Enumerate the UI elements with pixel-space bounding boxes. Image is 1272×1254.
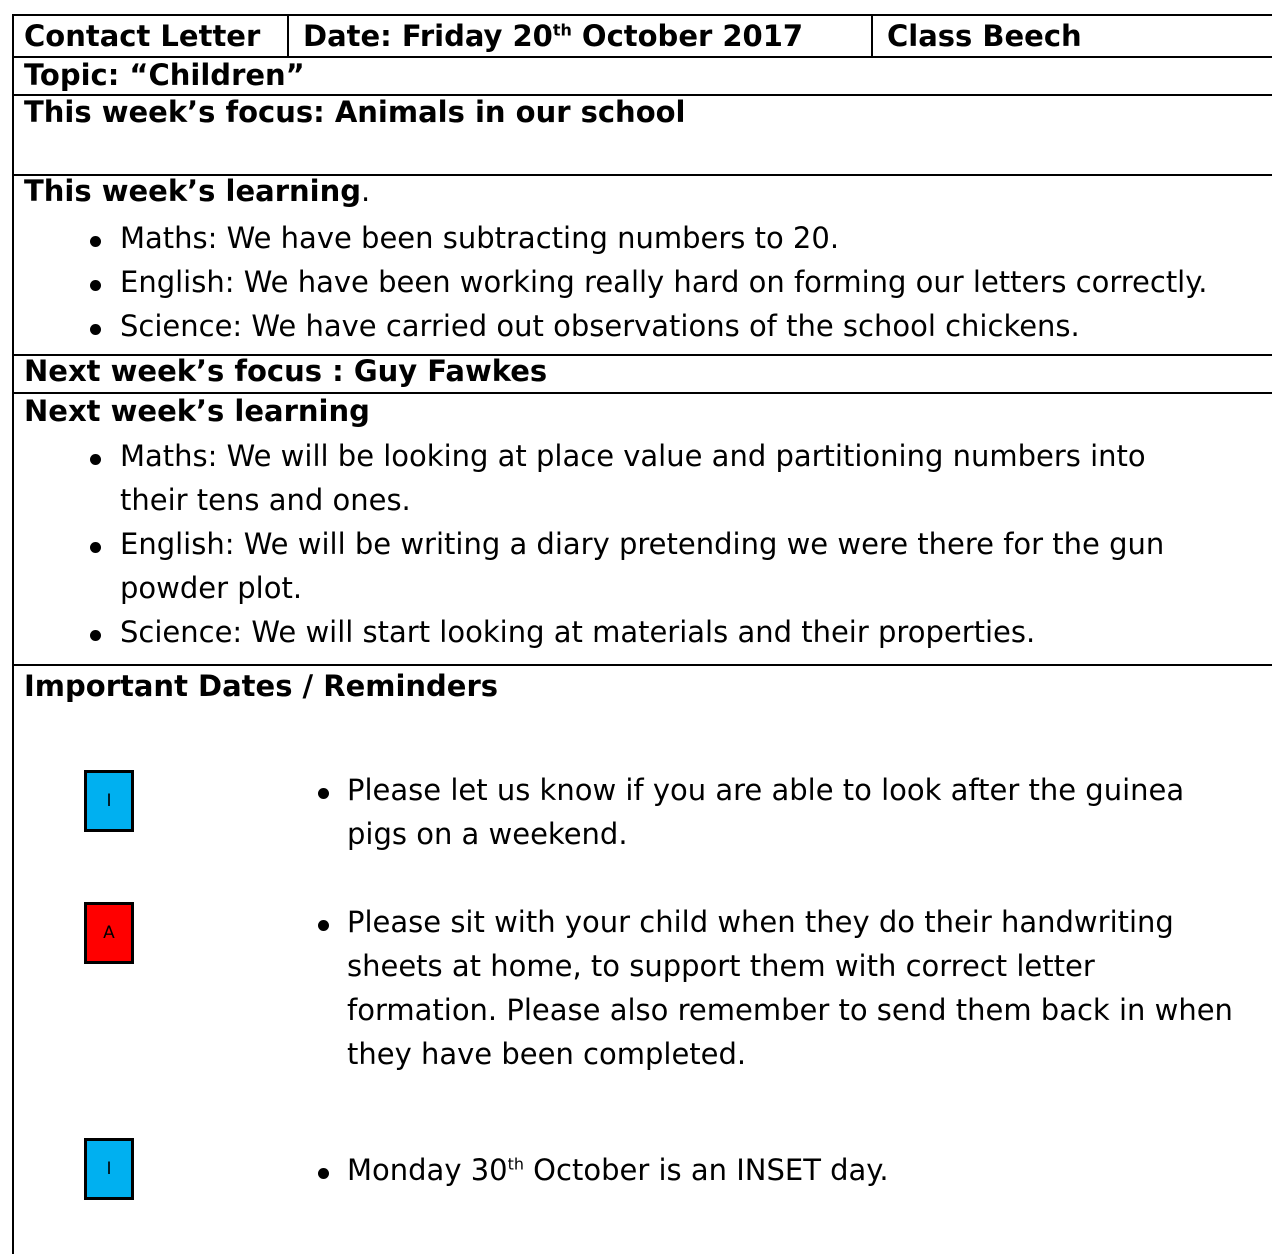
next-week-learning-heading: Next week’s learning	[24, 394, 370, 428]
date-prefix: Date: Friday 20	[303, 19, 553, 53]
this-week-focus-row	[14, 96, 1272, 176]
bullet-icon	[318, 1168, 329, 1179]
contact-letter	[12, 14, 1272, 1254]
reminders-row: Important Dates / Reminders I Please let us know if you are able to look after the guinea pigs on a weekend. A Please sit with your child when they do their handwriting sheets at home, to support them with correct letter formation. Please also remember to send them back in when they have been completed. I Monday 30th October is an INSET day.	[14, 666, 1272, 1254]
bullet-icon	[318, 920, 329, 931]
info-icon: I	[84, 770, 134, 832]
next-week-focus: Next week’s focus : Guy Fawkes	[24, 354, 548, 388]
next-week-focus-row	[14, 354, 1272, 394]
bullet-icon	[90, 454, 101, 465]
header-row	[14, 16, 1272, 58]
next-week-learning-row: Next week’s learning Maths: We will be looking at place value and partitioning numbers into their tens and ones. English: We will be writing a diary pretending we were there for the gun powder plot. Science: We will start looking at materials and their properties.	[14, 394, 1272, 666]
this-week-focus: This week’s focus: Animals in our school	[24, 95, 686, 129]
inset-day-text: Monday 30th October is an INSET day.	[347, 1153, 889, 1187]
topic-row	[14, 58, 1272, 96]
bullet-icon	[90, 280, 101, 291]
title-cell	[14, 16, 289, 56]
date-suffix: October 2017	[571, 19, 804, 53]
this-week-learning-row: This week’s learning. Maths: We have been subtracting numbers to 20. English: We have been working really hard on forming our letters correctly. Science: We have carried out observations of the school chickens.	[14, 174, 1272, 356]
topic: Topic: “Children”	[24, 58, 305, 92]
letter-date	[303, 16, 803, 56]
action-icon: A	[84, 902, 134, 964]
info-icon: I	[84, 1138, 134, 1200]
class-name: Class Beech	[887, 19, 1082, 53]
bullet-icon	[90, 236, 101, 247]
date-ordinal: th	[552, 20, 572, 40]
letter-title: Contact Letter	[24, 19, 261, 53]
bullet-icon	[90, 324, 101, 335]
bullet-icon	[90, 542, 101, 553]
class-cell	[873, 16, 1272, 56]
date-cell	[289, 16, 873, 56]
reminders-heading: Important Dates / Reminders	[24, 669, 499, 703]
bullet-icon	[318, 788, 329, 799]
this-week-learning-heading: This week’s learning.	[24, 174, 371, 208]
bullet-icon	[90, 630, 101, 641]
